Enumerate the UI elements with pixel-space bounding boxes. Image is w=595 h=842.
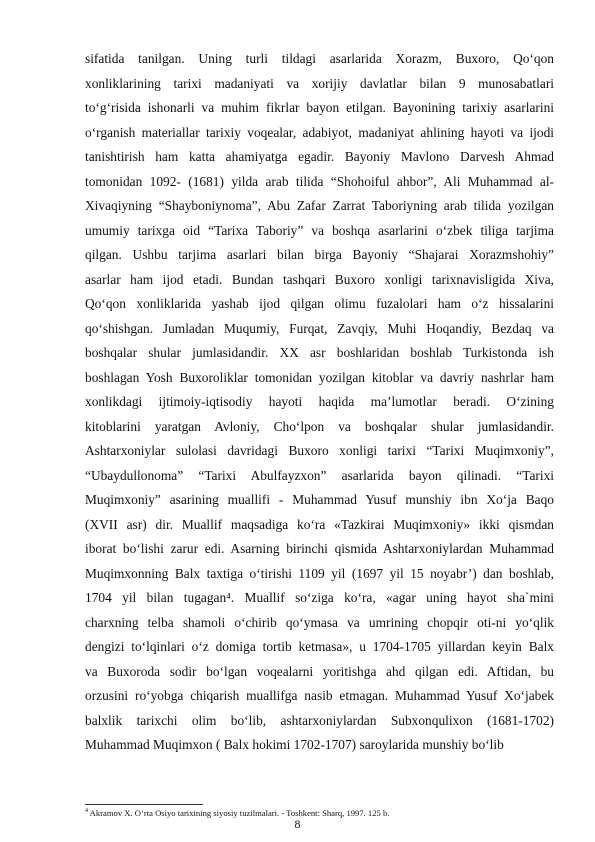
- text-line: Qo‘qon xonliklarida yashab ijod qilgan olimu fuzalolari ham o‘z hissalarini: [85, 296, 554, 311]
- text-line: iborat bo‘lishi zarur edi. Asarning birinchi qismida Ashtarxoniylardan Muhammad: [85, 541, 554, 556]
- text-line: tomonidan 1092- (1681) yilda arab tilida “Shohoiful ahbor”, Ali Muhammad al-: [85, 173, 554, 189]
- text-line: orzusini ro‘yobga chiqarish muallifga nasib etmagan. Muhammad Yusuf Xo‘jabek: [85, 688, 554, 703]
- text-line: sifatida tanilgan. Uning turli tildagi asarlarida Xorazm, Buxoro, Qo‘qon: [85, 51, 554, 66]
- text-line: umumiy tarixga oid “Tarixa Taboriy” va boshqa asarlarini o‘zbek tiliga tarjima: [85, 222, 554, 238]
- text-line: boshlagan Yosh Buxoroliklar tomonidan yozilgan kitoblar va davriy nashrlar ham: [85, 369, 554, 385]
- footnote-text: Akramov X. O‘rta Osiyo tarixining siyosiy tuzilmalari. - Toshkent: Sharq, 1997. 125 b.: [88, 807, 390, 818]
- text-line: qilgan. Ushbu tarjima asarlari bilan birga Bayoniy “Shajarai Xorazmshohiy”: [85, 247, 554, 262]
- text-line: “Ubaydullonoma” “Tarixi Abulfayzxon” asarlarida bayon qilinadi. “Tarixi: [85, 467, 554, 483]
- text-line: kitoblarini yaratgan Avloniy, Cho‘lpon va boshqalar shular jumlasidandir.: [85, 418, 554, 434]
- text-line: Ashtarxoniylar sulolasi davridagi Buxoro xonligi tarixi “Tarixi Muqimxoniy”,: [85, 443, 554, 458]
- text-line: Muqimxonning Balx taxtiga o‘tirishi 1109 yil (1697 yil 15 noyabr’) dan boshlab,: [85, 565, 554, 581]
- text-line: 1704 yil bilan tugagan⁴. Muallif so‘ziga ko‘ra, «agar uning hayot sha`mini: [85, 590, 554, 605]
- text-line: Xivaqiyning “Shayboniynoma”, Abu Zafar Zarrat Taboriyning arab tilida yozilgan: [85, 198, 554, 213]
- text-line: Muhammad Muqimxon ( Balx hokimi 1702-1707) saroylarida munshiy bo‘lib: [85, 737, 504, 752]
- text-line: asarlar ham ijod etadi. Bundan tashqari Buxoro xonligi tarixnavisligida Xiva,: [85, 271, 554, 287]
- page-number: 8: [294, 817, 301, 831]
- text-line: va Buxoroda sodir bo‘lgan voqealarni yoritishga ahd qilgan edi. Aftidan, bu: [85, 663, 554, 679]
- text-line: balxlik tarixchi olim bo‘lib, ashtarxoniylardan Subxonqulixon (1681-1702): [85, 712, 554, 728]
- text-line: xonlikdagi ijtimoiy-iqtisodiy hayoti haqida ma’lumotlar beradi. O‘zining: [85, 394, 554, 409]
- text-line: (XVII asr) dir. Muallif maqsadiga ko‘ra «Tazkirai Muqimxoniy» ikki qismdan: [85, 516, 554, 532]
- text-line: tanishtirish ham katta ahamiyatga egadir. Bayoniy Mavlono Darvesh Ahmad: [85, 149, 554, 164]
- footnote-separator: [85, 804, 203, 805]
- text-line: to‘g‘risida ishonarli va muhim fikrlar bayon etilgan. Bayonining tarixiy asarlarini: [85, 100, 554, 115]
- text-line: qo‘shishgan. Jumladan Muqumiy, Furqat, Zavqiy, Muhi Hoqandiy, Bezdaq va: [85, 320, 554, 336]
- text-line: boshqalar shular jumlasidandir. XX asr boshlaridan boshlab Turkistonda ish: [85, 345, 554, 360]
- text-line: charxning telba shamoli o‘chirib qo‘ymasa va umrining chopqir oti-ni yo‘qlik: [85, 614, 554, 630]
- footnote-marker: 4: [85, 808, 88, 814]
- text-line: Muqimxoniy” asarining muallifi - Muhammad Yusuf munshiy ibn Xo‘ja Baqo: [85, 492, 554, 507]
- text-line: xonliklarining tarixi madaniyati va xorijiy davlatlar bilan 9 munosabatlari: [85, 75, 554, 91]
- text-line: dengizi to‘lqinlari o‘z domiga tortib ketmasa», u 1704-1705 yillardan keyin Balx: [85, 639, 554, 654]
- text-line: o‘rganish materiallar tarixiy voqealar, adabiyot, madaniyat ahlining hayoti va ijodi: [85, 124, 554, 140]
